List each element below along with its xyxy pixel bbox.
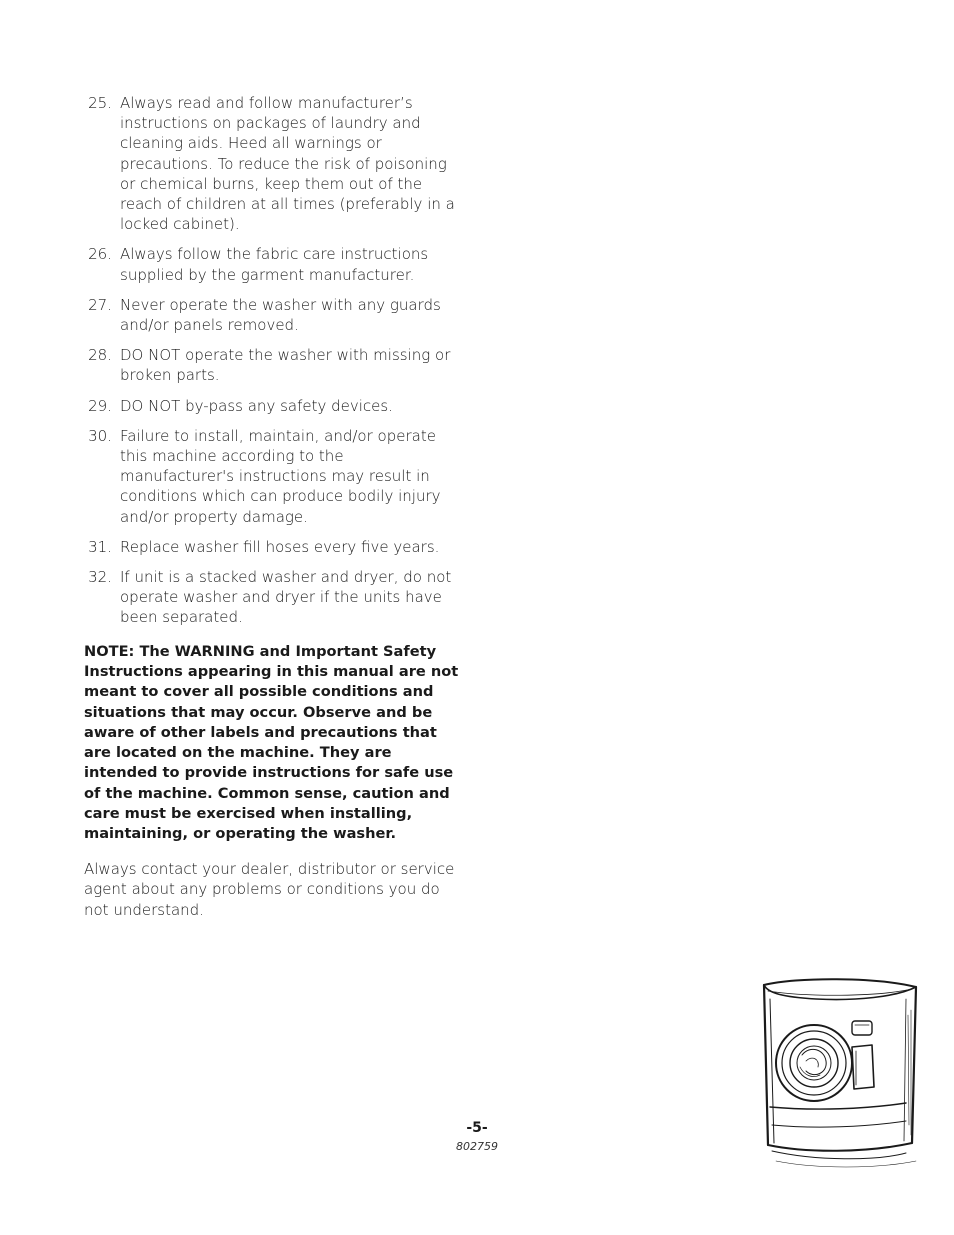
item-number: 29.	[88, 396, 112, 415]
item-text: Always follow the fabric care instructions supplied by the garment manufacturer.	[120, 245, 429, 284]
item-number: 32.	[88, 568, 112, 587]
safety-note: NOTE: The WARNING and Important Safety Instructions appearing in this manual are not meant to cover all possible conditions and situations that may occur. Observe and be aware of other labels and precautions that are located on the machine. They are intended to provide instructions for safe use of the machine. Common sense, caution and care must be exercised when installing, maintaining, or operating the washer.	[84, 642, 459, 843]
item-number: 25.	[88, 94, 112, 112]
item-number: 26.	[88, 245, 112, 264]
list-item	[84, 345, 462, 385]
item-text: DO NOT operate the washer with missing or broken parts.	[120, 346, 451, 385]
item-text: Replace washer fill hoses every five years.	[120, 537, 440, 556]
front-load-washer-icon	[756, 975, 924, 1175]
list-item	[84, 93, 462, 234]
item-text: If unit is a stacked washer and dryer, do not operate washer and dryer if the units have been separated.	[120, 568, 452, 627]
item-text: Never operate the washer with any guards and/or panels removed.	[120, 295, 441, 335]
list-item	[84, 244, 462, 284]
list-item	[84, 396, 462, 416]
list-item	[84, 537, 462, 557]
item-text: Failure to install, maintain, and/or operate this machine according to the manufacturer's instructions may result in conditions which can produce bodily injury and/or property damage.	[120, 426, 441, 526]
safety-instructions-list	[84, 93, 462, 628]
list-item	[84, 426, 462, 527]
item-number: 28.	[88, 346, 112, 365]
document-code: 802759	[456, 1140, 498, 1153]
contact-paragraph: Always contact your dealer, distributor or service agent about any problems or conditions you do not understand.	[84, 860, 455, 919]
item-number: 30.	[88, 426, 112, 445]
instructions-column	[84, 93, 462, 935]
list-item	[84, 295, 462, 335]
item-text: Always read and follow manufacturer’s instructions on packages of laundry and cleaning aids. Heed all warnings or precautions. To reduce the risk of poisoning or chemical burns, keep them out of the reach of children at all times (preferably in a locked cabinet).	[120, 94, 455, 234]
item-number: 27.	[88, 295, 112, 314]
item-number: 31.	[88, 537, 112, 556]
item-text: DO NOT by-pass any safety devices.	[120, 396, 393, 415]
list-item	[84, 567, 462, 628]
page-number: -5-	[466, 1120, 488, 1136]
